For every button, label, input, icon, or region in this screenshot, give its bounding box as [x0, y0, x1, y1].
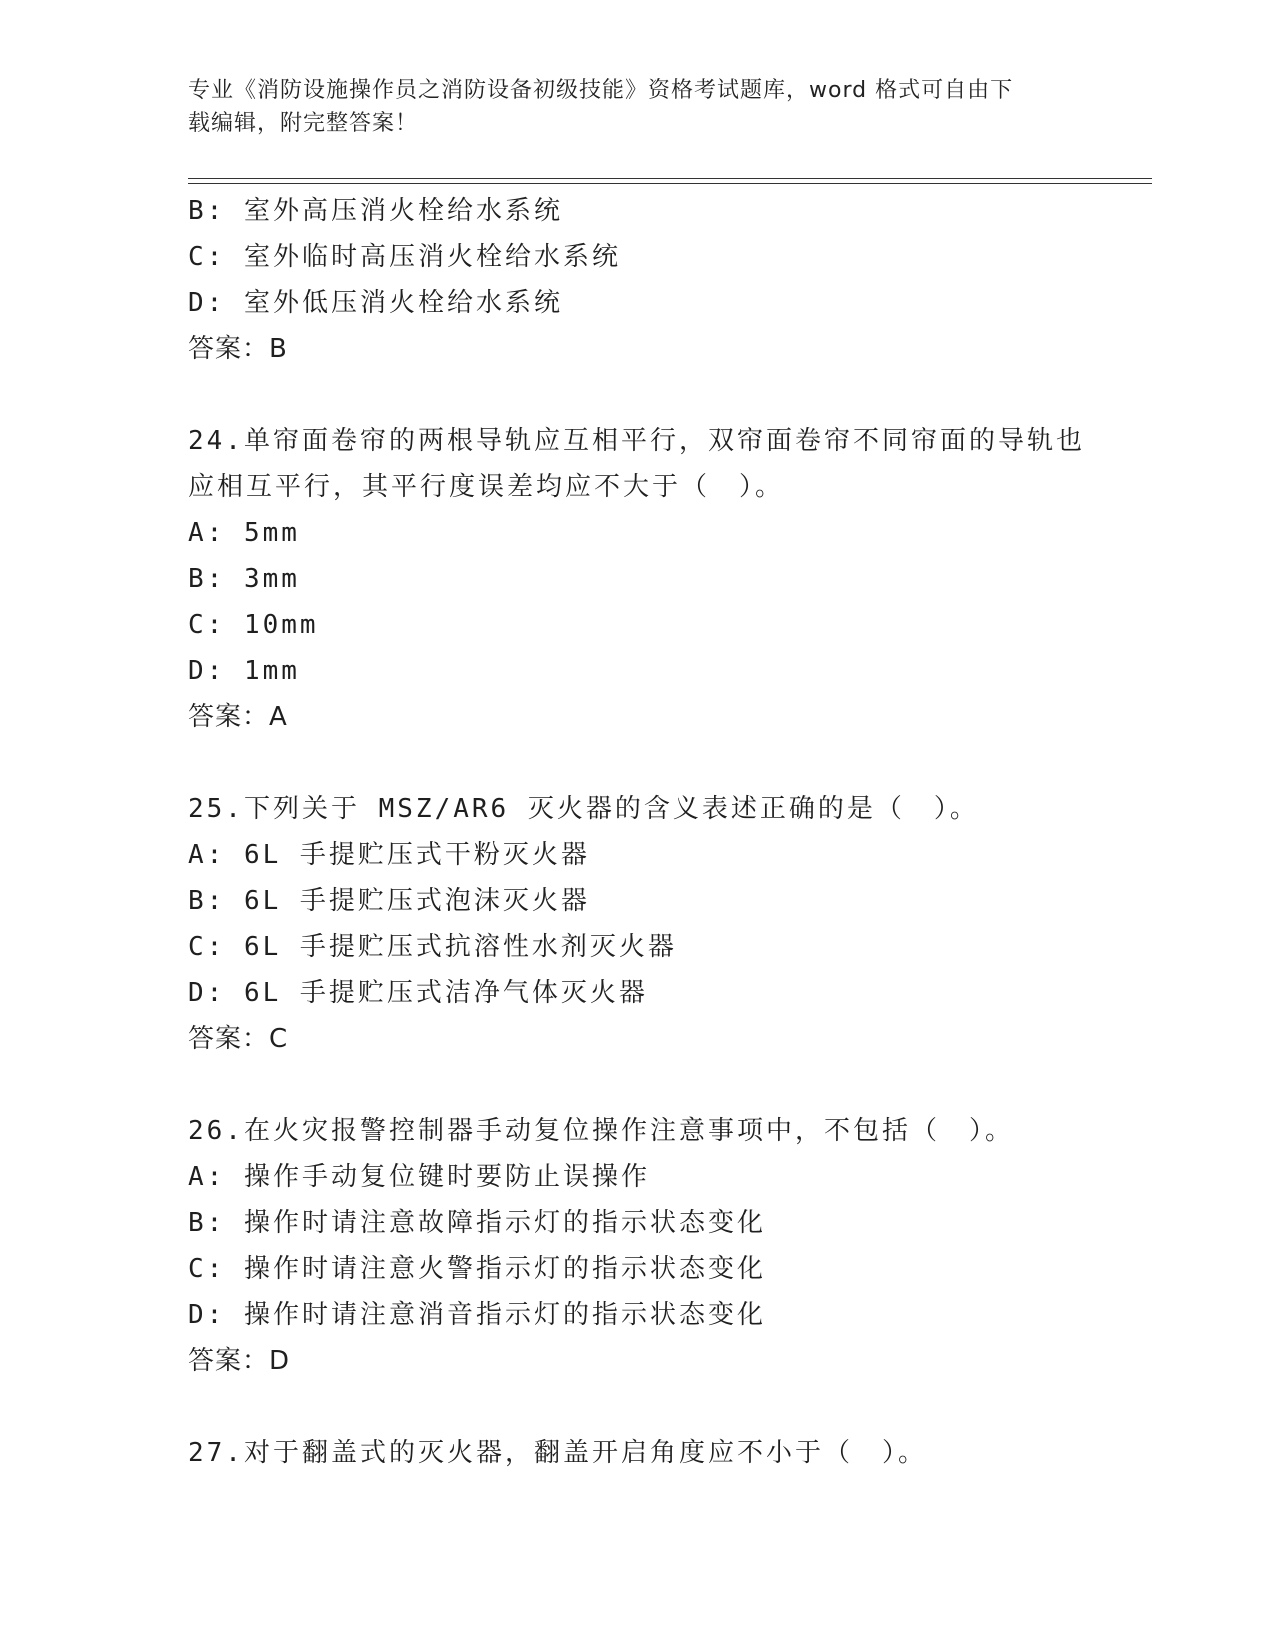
question-block-24	[188, 418, 1108, 740]
question-stem: 25.下列关于 MSZ/AR6 灭火器的含义表述正确的是（ ）。	[188, 794, 979, 824]
question-stem: 27.对于翻盖式的灭火器，翻盖开启角度应不小于（ ）。	[188, 1438, 927, 1468]
question-block-26	[188, 1108, 1108, 1384]
option-line: C: 6L 手提贮压式抗溶性水剂灭火器	[188, 932, 677, 962]
question-stem: 24.单帘面卷帘的两根导轨应互相平行，双帘面卷帘不同帘面的导轨也	[188, 426, 1085, 456]
option-line: C: 10mm	[188, 610, 319, 640]
option-line: B: 操作时请注意故障指示灯的指示状态变化	[188, 1208, 766, 1238]
option-line: D: 操作时请注意消音指示灯的指示状态变化	[188, 1300, 766, 1330]
header-divider-top	[188, 178, 1152, 179]
continued-question-block	[188, 188, 1108, 372]
question-stem: 应相互平行，其平行度误差均应不大于（ ）。	[188, 472, 785, 502]
spacer	[188, 1062, 1108, 1108]
option-line: C: 室外临时高压消火栓给水系统	[188, 242, 621, 272]
option-line: D: 1mm	[188, 656, 300, 686]
answer-line: 答案：B	[188, 334, 288, 364]
answer-line: 答案：C	[188, 1024, 289, 1054]
question-block-25	[188, 786, 1108, 1062]
question-list	[188, 188, 1108, 1476]
option-line: D: 6L 手提贮压式洁净气体灭火器	[188, 978, 648, 1008]
header-line-1: 专业《消防设施操作员之消防设备初级技能》资格考试题库，word 格式可自由下	[188, 78, 1014, 103]
option-line: B: 室外高压消火栓给水系统	[188, 196, 563, 226]
question-block-27	[188, 1430, 1108, 1476]
spacer	[188, 1384, 1108, 1430]
option-line: A: 操作手动复位键时要防止误操作	[188, 1162, 650, 1192]
option-line: A: 6L 手提贮压式干粉灭火器	[188, 840, 590, 870]
header-line-2: 载编辑，附完整答案！	[188, 111, 419, 136]
answer-line: 答案：D	[188, 1346, 291, 1376]
header-divider-bottom	[188, 183, 1152, 184]
option-line: C: 操作时请注意火警指示灯的指示状态变化	[188, 1254, 766, 1284]
answer-line: 答案：A	[188, 702, 288, 732]
option-line: B: 3mm	[188, 564, 300, 594]
question-stem: 26.在火灾报警控制器手动复位操作注意事项中，不包括（ ）。	[188, 1116, 1014, 1146]
spacer	[188, 740, 1108, 786]
option-line: A: 5mm	[188, 518, 300, 548]
option-line: B: 6L 手提贮压式泡沫灭火器	[188, 886, 590, 916]
option-line: D: 室外低压消火栓给水系统	[188, 288, 563, 318]
spacer	[188, 372, 1108, 418]
document-header	[188, 74, 1088, 140]
